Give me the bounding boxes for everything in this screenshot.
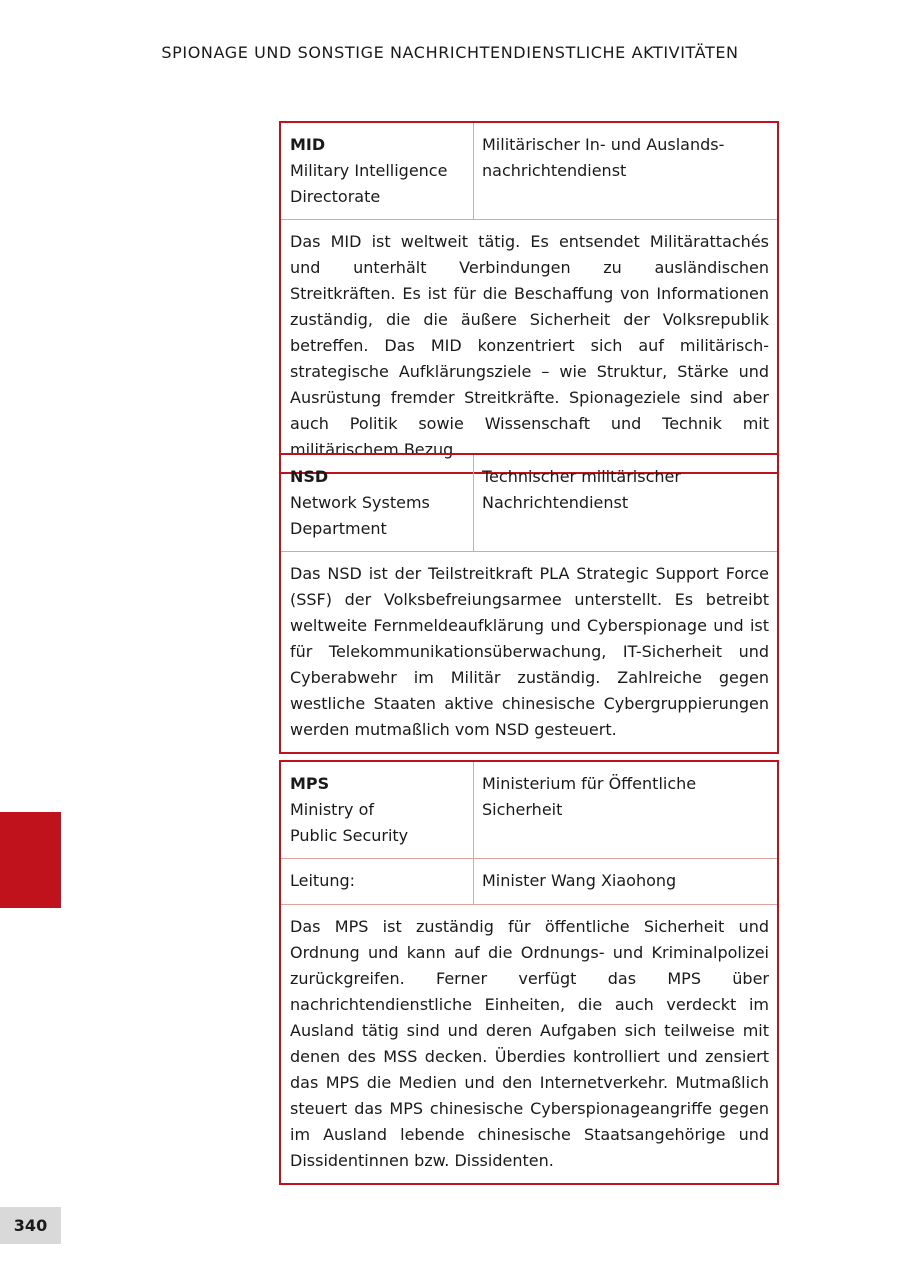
agency-header-row [281, 762, 777, 859]
agency-name-line: Network Systems [290, 493, 430, 512]
agency-description: Das NSD ist der Teilstreitkraft PLA Strategic Support Force (SSF) der Volksbefreiungsarmee unterstellt. Es betreibt weltweite Fernmeldeaufklärung und Cyberspionage und ist für Telekommunikationsüberwachung, IT-Sicherheit und Cyberabwehr im Militär zuständig. Zahlreiche gegen westliche Staaten aktive chinesische Cybergruppierungen werden mutmaßlich vom NSD gesteuert. [290, 564, 769, 739]
chapter-marker-tab [0, 812, 61, 908]
agency-type-cell [474, 455, 777, 551]
agency-name-line: Department [290, 519, 387, 538]
page-number: 340 [0, 1207, 61, 1244]
agency-description-row [281, 552, 777, 752]
agency-name-cell [281, 123, 474, 219]
agency-description-row [281, 220, 777, 472]
agency-name-line: Directorate [290, 187, 381, 206]
agency-box-mid [279, 121, 779, 474]
leadership-value: Minister Wang Xiaohong [482, 871, 677, 890]
agency-type-line: Ministerium für Öffentliche Sicherheit [482, 774, 697, 819]
agency-box-nsd [279, 453, 779, 754]
agency-leadership-row [281, 859, 777, 905]
agency-header-row [281, 455, 777, 552]
agency-name-line: Military Intelligence [290, 161, 448, 180]
agency-abbreviation: MPS [290, 774, 330, 793]
agency-description: Das MID ist weltweit tätig. Es entsendet Militärattachés und unterhält Verbindungen zu ausländischen Streitkräften. Es ist für die Beschaffung von Informationen zuständig, die die äußere Sicherheit der Volksrepublik betreffen. Das MID konzentriert sich auf militärisch-strategische Aufklärungsziele – wie Struktur, Stärke und Ausrüstung fremder Streitkräfte. Spionageziele sind aber auch Politik sowie Wissenschaft und Technik mit militärischem Bezug. [290, 232, 769, 459]
running-head: SPIONAGE UND SONSTIGE NACHRICHTENDIENSTLICHE AKTIVITÄTEN [161, 43, 739, 62]
agency-type-cell [474, 762, 777, 858]
agency-header-row [281, 123, 777, 220]
agency-type-line: Technischer militärischer [482, 467, 681, 486]
agency-description-row [281, 905, 777, 1183]
agency-type-line: Militärischer In- und Auslands- [482, 135, 725, 154]
agency-abbreviation: NSD [290, 467, 329, 486]
agency-type-cell [474, 123, 777, 219]
agency-abbreviation: MID [290, 135, 326, 154]
agency-name-line: Public Security [290, 826, 409, 845]
leadership-label: Leitung: [281, 859, 474, 904]
agency-type-line: nachrichtendienst [482, 161, 627, 180]
agency-name-cell [281, 455, 474, 551]
agency-name-line: Ministry of [290, 800, 374, 819]
agency-type-line: Nachrichtendienst [482, 493, 629, 512]
agency-name-cell [281, 762, 474, 858]
agency-description: Das MPS ist zuständig für öffentliche Sicherheit und Ordnung und kann auf die Ordnungs- und Kriminalpolizei zurückgreifen. Ferner verfügt das MPS über nachrichtendienstliche Einheiten, die auch verdeckt im Ausland tätig sind und deren Aufgaben sich teilweise mit denen des MSS decken. Überdies kontrolliert und zensiert das MPS die Medien und den Internetverkehr. Mutmaßlich steuert das MPS chinesische Cyberspionageangriffe gegen im Ausland lebende chinesische Staatsangehörige und Dissidentinnen bzw. Dissidenten. [290, 917, 769, 1170]
agency-box-mps [279, 760, 779, 1185]
